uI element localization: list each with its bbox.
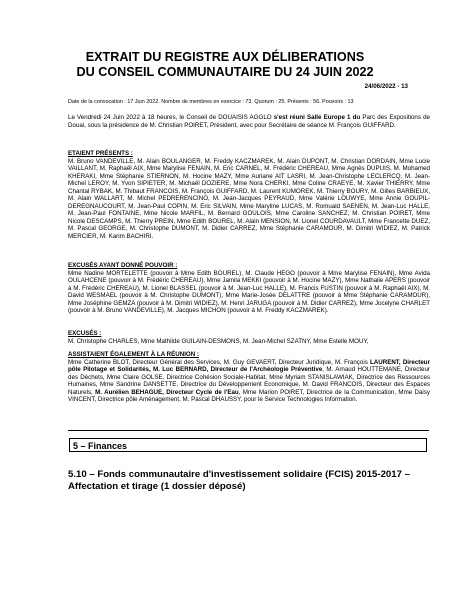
pouvoirs-list: Mme Nadine MORTELETTE (pouvoir à Mme Edith BOUREL), M. Claude HEGO (pouvoir à Mme Marylise FENAIN), Mme Avida OULAHCENE (pouvoir à M. Frédéric CHEREAU), Mme Jamila MEKKI (pouvoir à M. Hocine MAZY), Mme Nathalie APERS (pouvoir à M. Frédéric CHEREAU), M. Lionel BLASSEL (pouvoir à M. Jean-Luc HALLE), M. Francis FUSTIN (pouvoir à M. Raphaël AIX), M. David WESMAEL (pouvoir à M. Christophe DUMONT), Mme Marie-Josée DELATTRE (pouvoir à Mme Stéphanie CARAMOUR), Mme Joséphine GEMZA (pouvoir à M. Dimitri WIDIEZ), M. Henri JARUGA (pouvoir à M. Didier CARREZ), Mme Jocelyne CHARLET (pouvoir à M. Bruno VANDEVILLE), M. Jacques MICHON (pouvoir à M. Freddy KACZMAREK). <box>68 269 430 315</box>
intro-paragraph <box>68 114 430 129</box>
excuses-block <box>68 330 430 345</box>
document-title-line-2: DU CONSEIL COMMUNAUTAIRE DU 24 JUIN 2022 <box>76 65 374 79</box>
presents-heading: ETAIENT PRÉSENTS : <box>68 150 133 157</box>
presents-block <box>68 150 430 241</box>
assistaient-block <box>68 351 430 404</box>
assistaient-text-bold-2: M. Aurélien BEHAGUE, Directeur Cycle de l'Eau <box>95 388 239 396</box>
assistaient-text-2: , M. Arnaud HOUTTEMANE, Directeur des Déchets, Mme Claire GOLSE, Directrice Cohésion Sociale-Habitat, Mme Myriam STANISLAWIAK, Directrice des Ressources Humaines, Mme Sandrine DANSETTE, Directrice du Développement Economique, M. David FRANCOIS, Directeur des Espaces Naturels, <box>68 366 431 396</box>
presents-list: M. Bruno VANDEVILLE, M. Alain BOULANGER, M. Freddy KACZMAREK, M. Alain DUPONT, M. Christian DORDAIN, Mme Lucie VAILLANT, M. Raphaël AIX, Mme Marylise FENAIN, M. Eric CARNEL, M. Frédéric CHEREAU, Mme Agnès DUPUIS, M. Mohamed KHERAKI, Mme Stéphanie STIERNON, M. Hocine MAZY, Mme Auriane AIT LASRI, M. Jean-Christophe LECLERCQ, M. Jean-Michel LEROY, M. Yvon SIPIETER, M. Michaël DOZIERE, Mme Nora CHERKI, Mme Coline CRAEYE, M. Xavier THIERRY, Mme Chantal RYBAK, M. Thibaut FRANCOIS, M. François GUIFFARD, M. Laurent KUMOREK, M. Thierry BOURY, M. Gilles BARBIEUX, M. Alain WALLART, M. Michel PEDRERENCINO, M. Jean-Jacques PEYRAUD, Mme Valérie LOUWYE, Mme Annie GOUPIL-DEREGNAUCOURT, M. Jean-Paul COPIN, M. Eric SILVAIN, Mme Maryline LUCAS, M. Romuald SAENEN, M. Jean-Luc HALLE, M. Jean-Paul FONTAINE, Mme Nicole MARFIL, M. Bernard GOULOIS, Mme Caroline SANCHEZ, M. Christian POIRET, Mme Nicole DESCAMPS, M. Thierry PREIN, Mme Edith BOUREL, M. Alain MENSION, M. Lionel COURDAVAULT, Mme Francette DUEZ, M. Pascal GEORGE, M. Christophe DUMONT, M. Didier CARREZ, Mme Stéphanie CARAMOUR, M. Dimitri WIDIEZ, M. Patrick MERCIER, M. Karim BACHIRI. <box>68 157 430 241</box>
section-heading: 5 – Finances <box>69 438 427 452</box>
assistaient-text-bold-1: LAURENT, Directeur pôle Pilotage et Solidarités, M. Luc BERNARD, Directeur de l'Archéologie Préventive <box>68 358 430 374</box>
intro-text-bold: s'est réuni Salle Europe 1 du <box>273 114 361 121</box>
pouvoirs-heading: EXCUSÉS AYANT DONNÉ POUVOIR : <box>68 262 178 269</box>
intro-text-2: Parc des Expositions de Douai, sous la présidence de M. Christian POIRET, Président, avec pour Secrétaire de séance M. François GUIFFARD. <box>68 114 430 129</box>
assistaient-heading: ASSISTAIENT ÉGALEMENT À LA RÉUNION : <box>68 351 199 358</box>
section-divider <box>68 430 429 431</box>
assistaient-text-1: Mme Catherine BLOT, Directeur Général des Services, M. Guy GEVAERT, Directeur Juridique, M. François <box>68 358 371 366</box>
convocation-meta: Date de la convocation : 17 Juin 2022. Nombre de membres en exercice : 73. Quorum : 25. Présents : 56. Pouvoirs : 13 <box>68 99 354 105</box>
intro-text-1: Le Vendredi 24 Juin 2022 à 18 heures, le Conseil de DOUAISIS AGGLO <box>68 114 274 121</box>
deliberation-reference: 24/06/2022 - 13 <box>364 83 408 90</box>
excuses-list: M. Christophe CHARLES, Mme Mathilde GUILAIN-DESMONS, M. Jean-Michel SZATNY, Mme Estelle MOUY, <box>68 337 369 345</box>
excuses-heading: EXCUSÉS : <box>68 330 102 337</box>
document-title-line-1: EXTRAIT DU REGISTRE AUX DÉLIBERATIONS <box>85 50 365 64</box>
deliberation-subject: 5.10 – Fonds communautaire d'investissement solidaire (FCIS) 2015-2017 – Affectation et tirage (1 dossier déposé) <box>68 469 410 492</box>
pouvoirs-block <box>68 262 430 315</box>
assistaient-text-3: , Mme Marion POIRET, Directrice de la Communication, Mme Daisy VINCENT, Directrice pôle Aménagement, M. Pascal DHAUSSY, pour le Service Technologies Information. <box>68 388 430 404</box>
